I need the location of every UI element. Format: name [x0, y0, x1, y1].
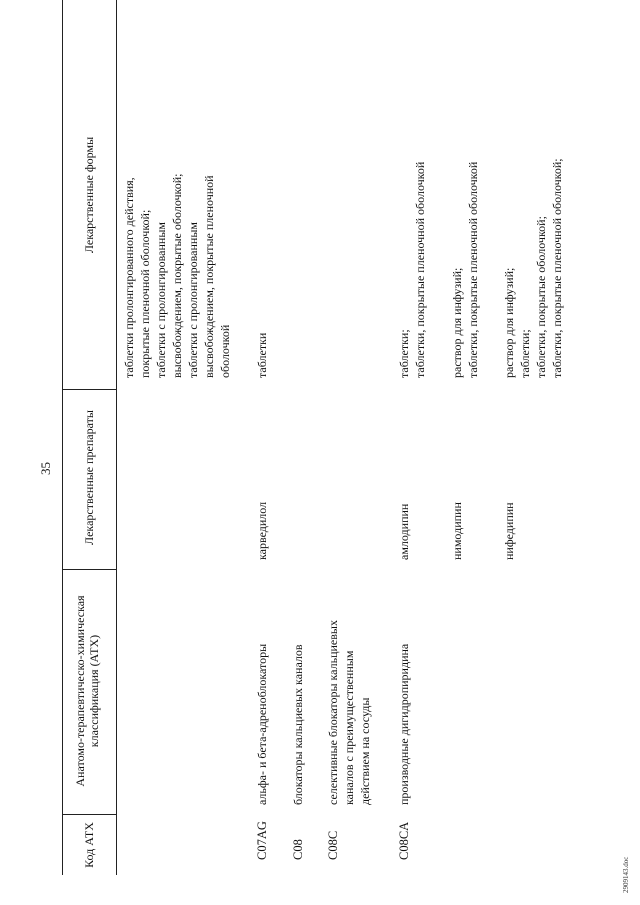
forms-line: таблетки; — [518, 329, 532, 378]
forms-line: таблетки с пролонгированным — [154, 221, 168, 378]
header-classification: Анатомо-терапевтическо-химическая классификация (АТХ) — [73, 595, 101, 787]
drug-name: амлодипин — [397, 503, 411, 560]
column-divider-classification — [62, 569, 116, 570]
atc-code: C08 — [291, 839, 305, 860]
forms-line: таблетки, покрытые оболочкой; — [534, 216, 548, 378]
forms-line: высвобождением, покрытые пленочной — [202, 175, 216, 378]
header-divider — [116, 0, 117, 875]
header-forms: Лекарственные формы — [82, 136, 96, 254]
header-drugs: Лекарственные препараты — [82, 410, 96, 545]
classification-line: каналов с преимущественным — [342, 650, 356, 805]
table-top-border — [62, 0, 63, 875]
forms-line: высвобождением, покрытые оболочкой; — [170, 173, 184, 378]
drug-name: нифедипин — [502, 502, 516, 560]
drug-name: нимодипин — [450, 502, 464, 560]
forms-line: таблетки, покрытые пленочной оболочкой — [466, 161, 480, 378]
atc-code: C07AG — [255, 821, 269, 860]
classification-line: производные дигидропиридина — [397, 643, 411, 805]
forms-line: таблетки пролонгированного действия, — [122, 177, 136, 378]
forms-line: покрытые пленочной оболочкой; — [138, 209, 152, 378]
forms-line: раствор для инфузий; — [502, 267, 516, 378]
forms-line: таблетки с пролонгированным — [186, 221, 200, 378]
header-code: Код АТХ — [82, 822, 96, 868]
forms-line: таблетки, покрытые пленочной оболочкой — [413, 161, 427, 378]
forms-line: таблетки, покрытые пленочной оболочкой; — [550, 158, 564, 378]
footer-filename: 2909143.doc — [622, 856, 630, 893]
classification-line: действием на сосуды — [358, 697, 372, 805]
classification-line: альфа- и бета-адреноблокаторы — [255, 643, 269, 805]
drug-name: карведилол — [255, 501, 269, 560]
forms-line: таблетки; — [397, 329, 411, 378]
classification-line: блокаторы кальциевых каналов — [291, 644, 305, 805]
forms-line: таблетки — [255, 332, 269, 378]
page-number: 35 — [38, 462, 53, 475]
forms-line: раствор для инфузий; — [450, 267, 464, 378]
atc-code: C08CA — [397, 821, 411, 860]
classification-line: селективные блокаторы кальциевых — [326, 620, 340, 805]
column-divider-drugs — [62, 389, 116, 390]
atc-code: C08C — [326, 830, 340, 860]
forms-line: оболочкой — [218, 324, 232, 378]
